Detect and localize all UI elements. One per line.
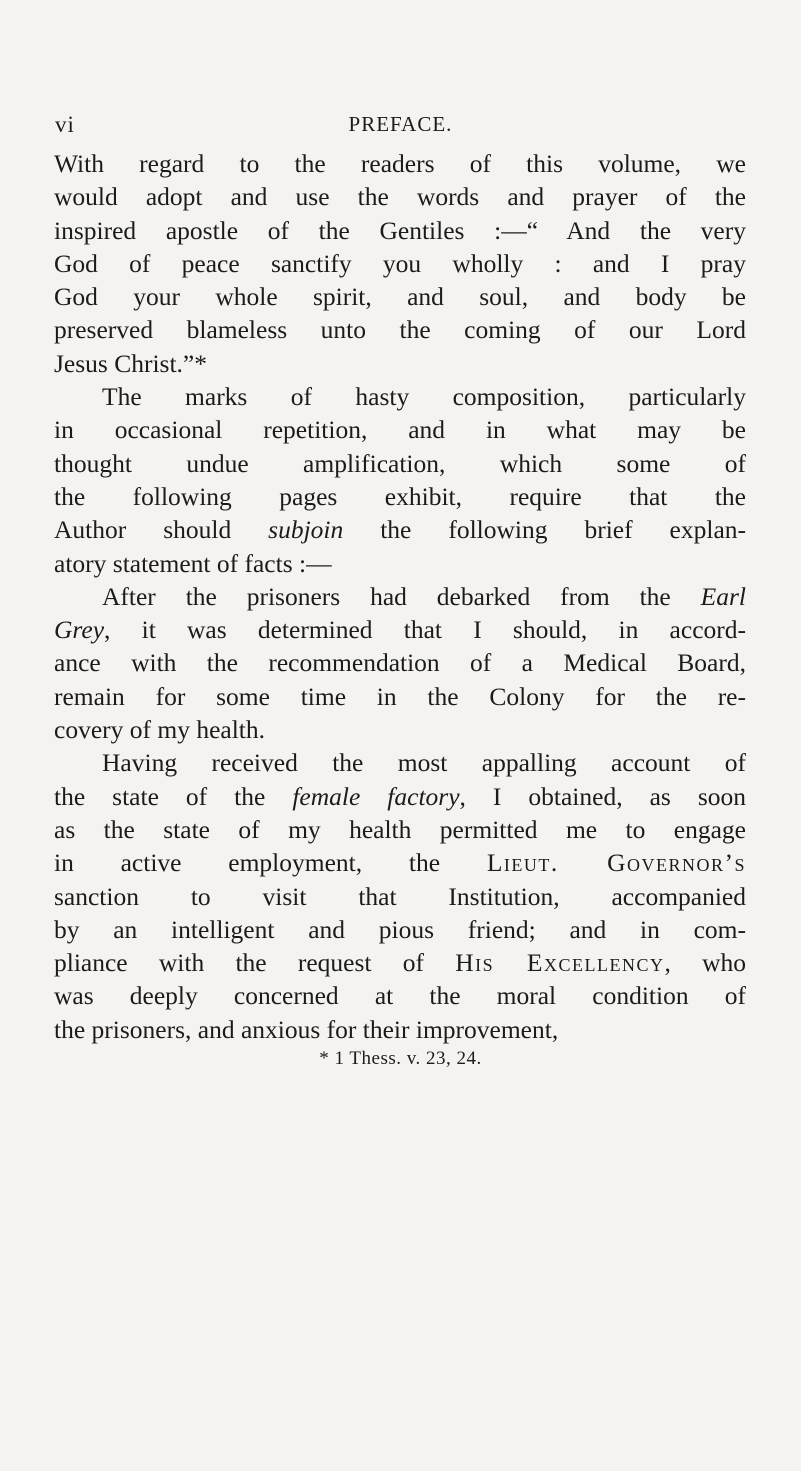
- text-segment: God of peace sanctify you wholly : and I pray: [54, 248, 746, 278]
- text-segment: , I obtained, as soon: [459, 781, 747, 811]
- text-segment: Jesus Christ.”*: [54, 348, 207, 378]
- text-line: [54, 147, 746, 180]
- text-line: [54, 547, 746, 580]
- text-line: [54, 380, 746, 413]
- text-line: [54, 280, 746, 313]
- text-line: [54, 846, 746, 879]
- text-line: [54, 347, 746, 380]
- text-segment: subjoin: [268, 515, 344, 545]
- text-segment: atory statement of facts :—: [54, 548, 332, 578]
- text-segment: preserved blameless unto the coming of our Lord: [54, 315, 746, 345]
- text-segment: pliance with the request of: [54, 948, 456, 978]
- text-line: [54, 813, 746, 846]
- text-segment: in occasional repetition, and in what may be: [54, 415, 746, 445]
- text-segment: thought undue amplification, which some of: [54, 448, 746, 478]
- footnote: * 1 Thess. v. 23, 24.: [319, 1048, 482, 1069]
- text-segment: female factory: [292, 781, 460, 811]
- text-segment: was deeply concerned at the moral condition of: [54, 981, 746, 1011]
- text-line: [54, 313, 746, 346]
- text-segment: the state of the: [54, 781, 293, 811]
- text-segment: the prisoners, and anxious for their improvement,: [54, 1014, 559, 1044]
- text-line: [54, 880, 746, 913]
- text-line: [54, 979, 746, 1012]
- text-segment: remain for some time in the Colony for the re-: [54, 681, 746, 711]
- text-line: [54, 247, 746, 280]
- text-segment: by an intelligent and pious friend; and in com-: [54, 914, 746, 944]
- text-line: [54, 513, 746, 546]
- text-line: [54, 447, 746, 480]
- text-line: [54, 180, 746, 213]
- text-segment: the following brief explan-: [343, 515, 747, 545]
- text-segment: After the prisoners had debarked from the: [102, 581, 701, 611]
- page-number: vi: [55, 112, 75, 137]
- text-segment: in active employment, the: [54, 848, 487, 878]
- text-line: [54, 713, 746, 746]
- text-segment: ance with the recommendation of a Medical Board,: [54, 648, 746, 678]
- running-header: [0, 112, 801, 142]
- text-segment: God your whole spirit, and soul, and body be: [54, 282, 746, 312]
- text-segment: would adopt and use the words and prayer of the: [54, 182, 746, 212]
- text-line: [54, 913, 746, 946]
- text-line: [54, 746, 746, 779]
- text-segment: , it was determined that I should, in accord-: [104, 615, 746, 645]
- text-line: [54, 480, 746, 513]
- text-line: [54, 646, 746, 679]
- text-segment: The marks of hasty composition, particularly: [102, 382, 746, 412]
- text-segment: , who: [664, 948, 746, 978]
- text-line: [54, 780, 746, 813]
- text-line: [54, 214, 746, 247]
- text-segment: Author should: [54, 515, 269, 545]
- text-segment: Earl: [700, 581, 746, 611]
- text-line: [54, 1013, 746, 1046]
- text-segment: covery of my health.: [54, 715, 266, 745]
- text-segment: With regard to the readers of this volume, we: [54, 149, 746, 178]
- text-segment: Having received the most appalling account of: [102, 748, 746, 778]
- text-line: [54, 413, 746, 446]
- text-segment: as the state of my health permitted me to engage: [54, 814, 746, 844]
- body-text: [54, 147, 746, 1046]
- text-segment: the following pages exhibit, require that the: [54, 481, 746, 511]
- text-line: [54, 613, 746, 646]
- text-line: [54, 580, 746, 613]
- text-segment: inspired apostle of the Gentiles :—“ And the very: [54, 215, 746, 245]
- text-segment: sanction to visit that Institution, accompanied: [54, 881, 746, 911]
- text-segment: Lieut. Governor’s: [486, 848, 746, 878]
- text-line: [54, 680, 746, 713]
- running-title: PREFACE.: [348, 112, 453, 136]
- text-segment: His Excellency: [455, 948, 665, 978]
- text-line: [54, 946, 746, 979]
- text-segment: Grey: [54, 615, 105, 645]
